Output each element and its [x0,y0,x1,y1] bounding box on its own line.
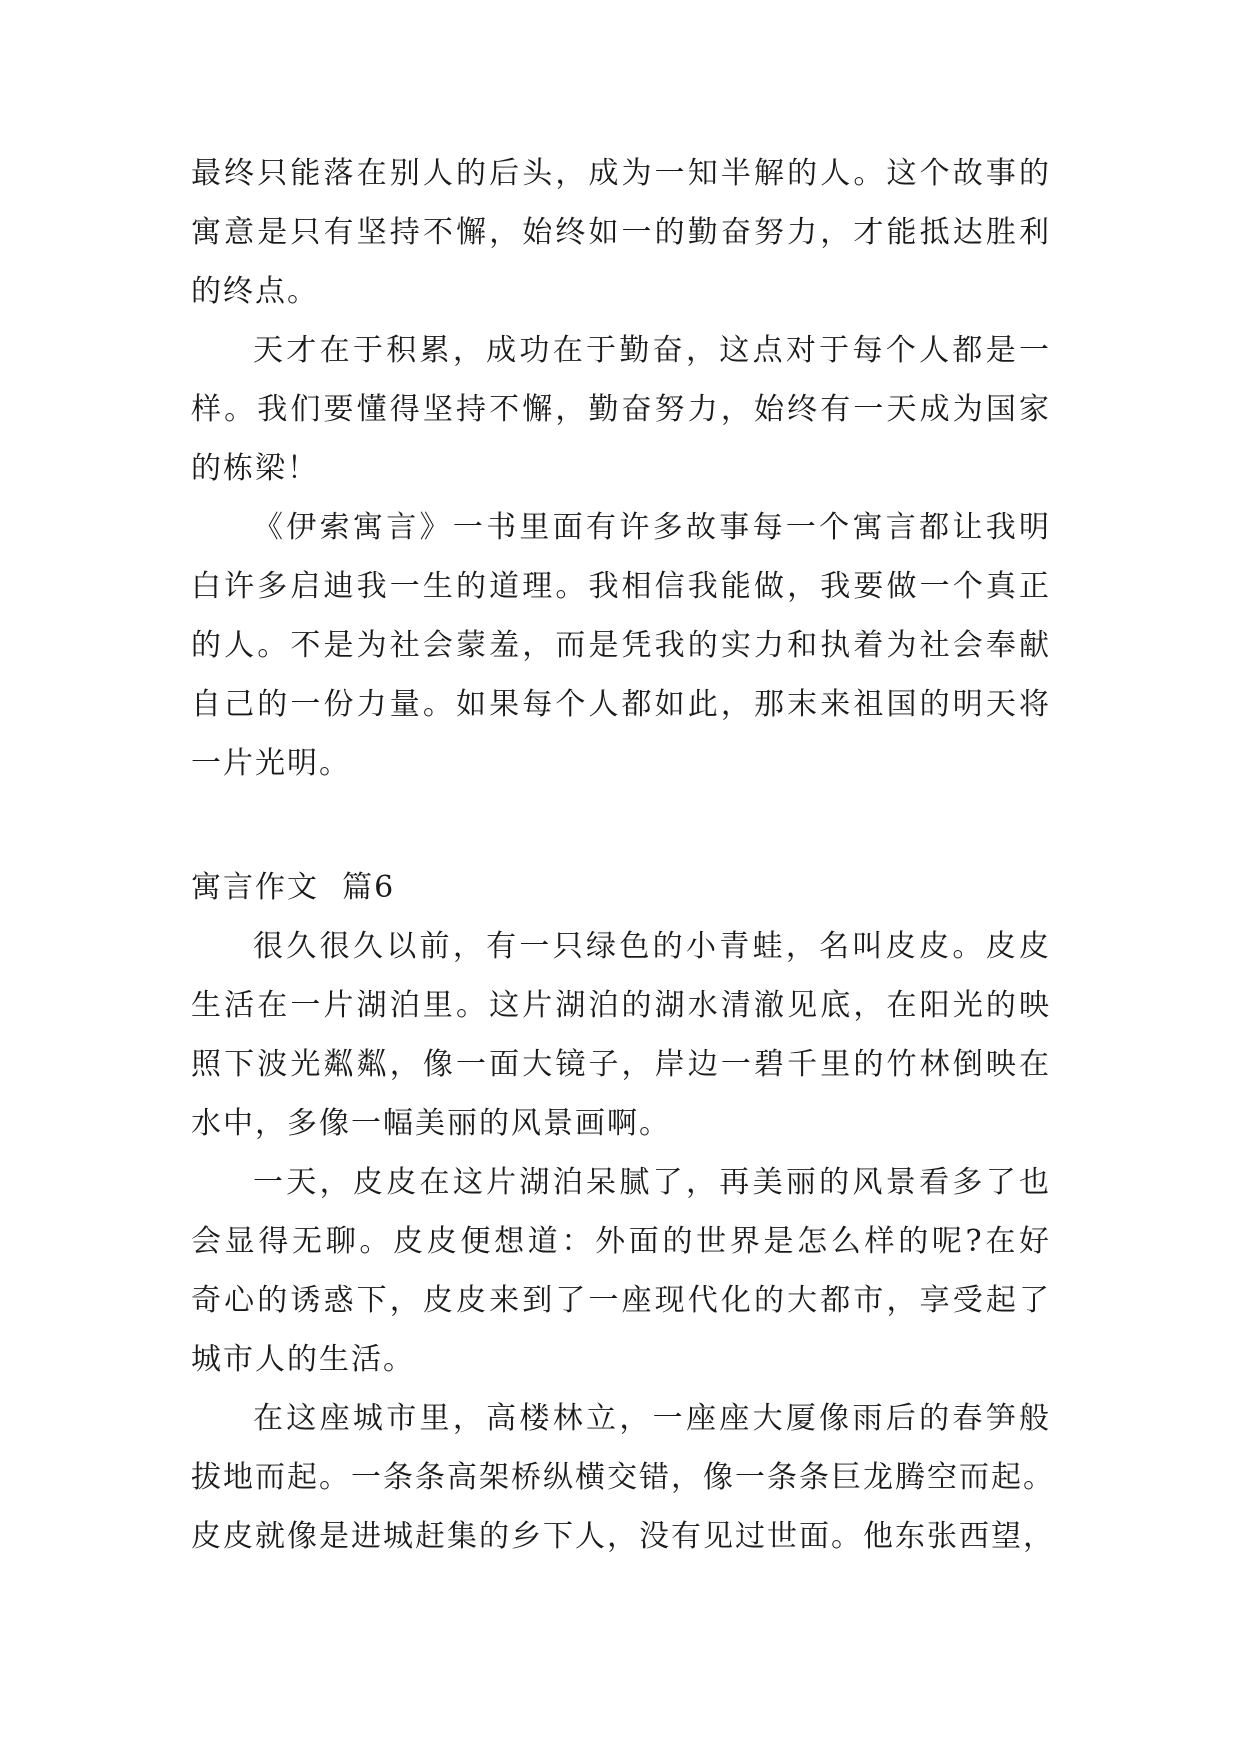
text-line: 寓意是只有坚持不懈，始终如一的勤奋努力，才能抵达胜利 [191,215,1051,250]
text-line: 生活在一片湖泊里。这片湖泊的湖水清澈见底，在阳光的映 [191,988,1051,1023]
text-line: 一天，皮皮在这片湖泊呆腻了，再美丽的风景看多了也 [253,1165,1051,1200]
text-line: 自己的一份力量。如果每个人都如此，那末来祖国的明天将 [191,687,1051,722]
text-line: 一片光明。 [191,746,351,781]
text-line: 的人。不是为社会蒙羞，而是凭我的实力和执着为社会奉献 [191,628,1051,663]
text-line: 白许多启迪我一生的道理。我相信我能做，我要做一个真正 [191,569,1051,604]
text-line: 天才在于积累，成功在于勤奋，这点对于每个人都是一 [253,333,1051,368]
heading-section-number: 篇6 [342,870,396,905]
text-line: 《伊索寓言》一书里面有许多故事每一个寓言都让我明 [253,510,1051,545]
paragraph [191,1153,1051,1389]
text-line: 水中，多像一幅美丽的风景画啊。 [191,1106,671,1141]
text-line: 的栋梁！ [191,451,319,486]
text-line: 最终只能落在别人的后头，成为一知半解的人。这个故事的 [191,156,1051,191]
section-heading [191,858,395,917]
text-line: 奇心的诱惑下，皮皮来到了一座现代化的大都市，享受起了 [191,1283,1051,1318]
text-line: 皮皮就像是进城赶集的乡下人，没有见过世面。他东张西望， [191,1519,1055,1554]
text-line: 拔地而起。一条条高架桥纵横交错，像一条条巨龙腾空而起。 [191,1460,1055,1495]
paragraph [191,321,1051,498]
paragraph [191,917,1051,1153]
paragraph [191,1389,1055,1566]
text-line: 在这座城市里，高楼林立，一座座大厦像雨后的春笋般 [253,1401,1051,1436]
text-line: 会显得无聊。皮皮便想道：外面的世界是怎么样的呢?在好 [191,1224,1051,1259]
heading-title: 寓言作文 [191,870,319,905]
text-line: 城市人的生活。 [191,1342,415,1377]
text-line: 的终点。 [191,274,319,309]
text-line: 样。我们要懂得坚持不懈，勤奋努力，始终有一天成为国家 [191,392,1051,427]
text-line: 很久很久以前，有一只绿色的小青蛙，名叫皮皮。皮皮 [253,929,1051,964]
essay-top-section [191,144,1051,793]
essay-bottom-section [191,917,1055,1566]
text-line: 照下波光粼粼，像一面大镜子，岸边一碧千里的竹林倒映在 [191,1047,1051,1082]
paragraph [191,144,1051,321]
paragraph [191,498,1051,793]
